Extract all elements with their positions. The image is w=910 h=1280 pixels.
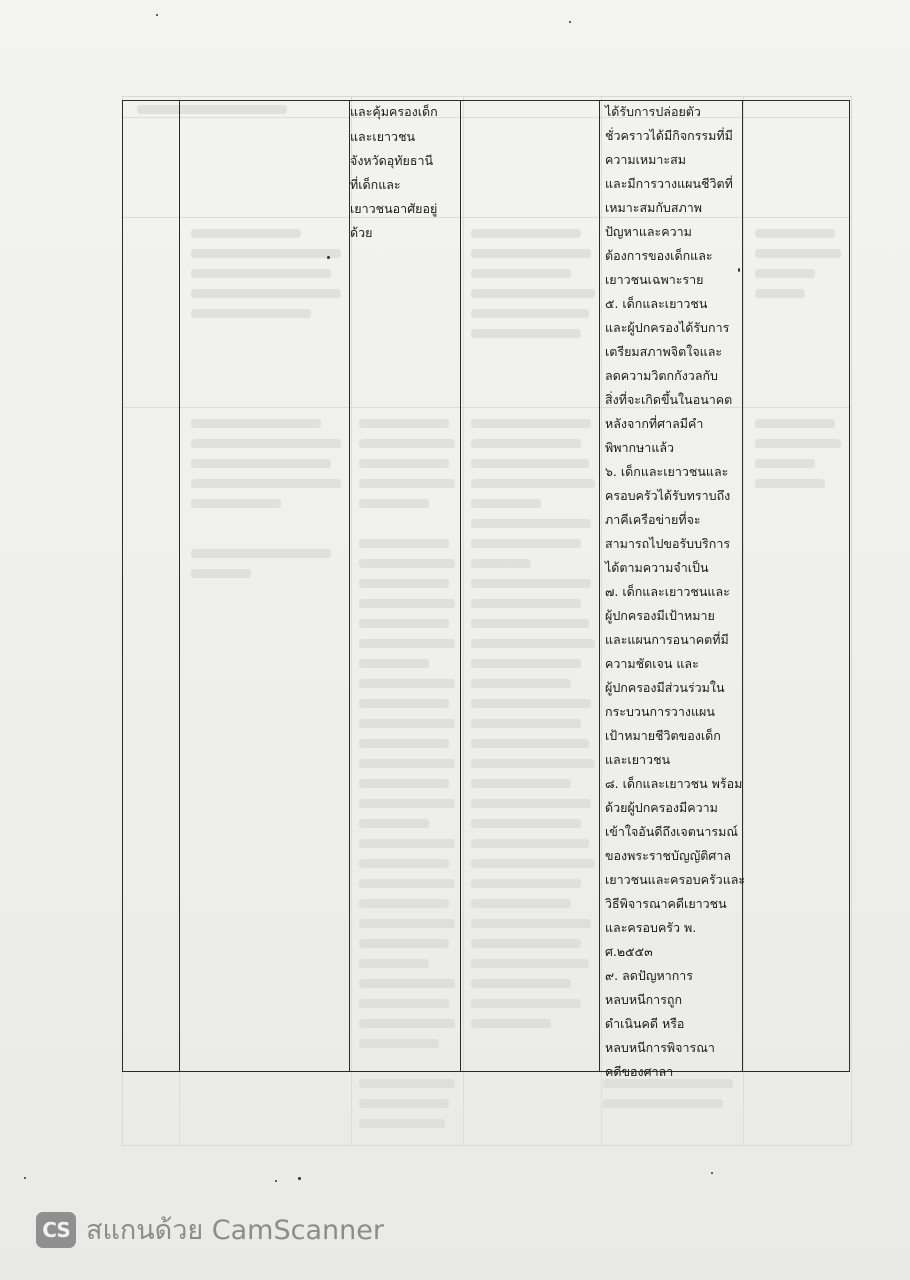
column5-line: ความชัดเจน และ [605, 656, 699, 671]
column5-line: ของพระราชบัญญัติศาล [605, 848, 732, 863]
scan-speck [569, 21, 571, 23]
scan-speck [298, 1177, 301, 1180]
column5-line: ๙. ลดปัญหาการ [605, 968, 694, 983]
column-divider [179, 101, 180, 1071]
column3-line: ด้วย [350, 225, 373, 240]
column5-line: เหมาะสมกับสภาพ [605, 200, 702, 215]
column5-line: ได้ตามความจำเป็น [605, 560, 709, 575]
column-divider [742, 101, 743, 1071]
column5-line: เตรียมสภาพจิตใจและ [605, 344, 723, 359]
column5-line: สิ่งที่จะเกิดขึ้นในอนาคต [605, 392, 733, 407]
scan-speck [24, 1177, 26, 1179]
column5-line: ๗. เด็กและเยาวชนและ [605, 584, 730, 599]
column5-line: ดำเนินคดี หรือ [605, 1016, 685, 1031]
column5-line: ได้รับการปล่อยตัว [605, 104, 701, 119]
column5-line: ความเหมาะสม [605, 152, 686, 167]
column5-line: ครอบครัวได้รับทราบถึง [605, 488, 731, 503]
column-divider [349, 101, 350, 1071]
camscanner-watermark-text: สแกนด้วย CamScanner [86, 1215, 384, 1246]
column5-line: วิธีพิจารณาคดีเยาวชน [605, 896, 727, 911]
column3-line: เยาวชนอาศัยอยู่ [350, 201, 438, 216]
column-divider [599, 101, 600, 1071]
column5-line: และผู้ปกครองได้รับการ [605, 320, 730, 335]
column5-line: ผู้ปกครองมีเป้าหมาย [605, 608, 715, 623]
column5-line: เข้าใจอันดีถึงเจตนารมณ์ [605, 824, 738, 839]
scan-speck [711, 1172, 713, 1174]
column5-line: คดีของศาลา [605, 1064, 674, 1079]
column3-line: และเยาวชน [350, 129, 416, 144]
column5-line: และแผนการอนาคตที่มี [605, 632, 729, 647]
column3-line: จังหวัดอุทัยธานี [350, 153, 434, 168]
column5-line: ภาคีเครือข่ายที่จะ [605, 512, 701, 527]
scan-speck [327, 256, 330, 259]
column5-line: และมีการวางแผนชีวิตที่ [605, 176, 733, 191]
column-divider [460, 101, 461, 1071]
column5-line: กระบวนการวางแผน [605, 704, 715, 719]
column5-line: ๖. เด็กและเยาวชนและ [605, 464, 729, 479]
scan-speck [738, 268, 740, 272]
column5-line: ต้องการของเด็กและ [605, 248, 713, 263]
column5-line: ด้วยผู้ปกครองมีความ [605, 800, 718, 815]
column5-line: สามารถไปขอรับบริการ [605, 536, 731, 551]
camscanner-logo-icon: CS [36, 1212, 76, 1248]
column5-line: ผู้ปกครองมีส่วนร่วมใน [605, 680, 725, 695]
column5-line: และครอบครัว พ. [605, 920, 697, 935]
column5-line: ๘. เด็กและเยาวชน พร้อม [605, 776, 743, 791]
column5-line: หลบหนีการถูก [605, 992, 683, 1007]
column5-line: ชั่วคราวได้มีกิจกรรมที่มี [605, 128, 733, 143]
column5-line: หลบหนีการพิจารณา [605, 1040, 715, 1055]
column3-line: และคุ้มครองเด็ก [350, 104, 438, 119]
column5-line: ศ.๒๕๕๓ [605, 944, 653, 959]
column5-line: ปัญหาและความ [605, 224, 692, 239]
column5-line: และเยาวชน [605, 752, 671, 767]
document-table [122, 100, 850, 1072]
column3-line: ที่เด็กและ [350, 177, 401, 192]
column5-line: หลังจากที่ศาลมีคำ [605, 416, 704, 431]
scan-speck [275, 1180, 277, 1182]
column5-line: เป้าหมายชีวิตของเด็ก [605, 728, 721, 743]
column5-line: พิพากษาแล้ว [605, 440, 675, 455]
column5-line: ๕. เด็กและเยาวชน [605, 296, 708, 311]
camscanner-watermark [36, 1208, 384, 1251]
column5-line: ลดความวิตกกังวลกับ [605, 368, 718, 383]
column5-line: เยาวชนและครอบครัวและ [605, 872, 746, 887]
column5-line: เยาวชนเฉพาะราย [605, 272, 704, 287]
scan-speck [156, 14, 158, 16]
